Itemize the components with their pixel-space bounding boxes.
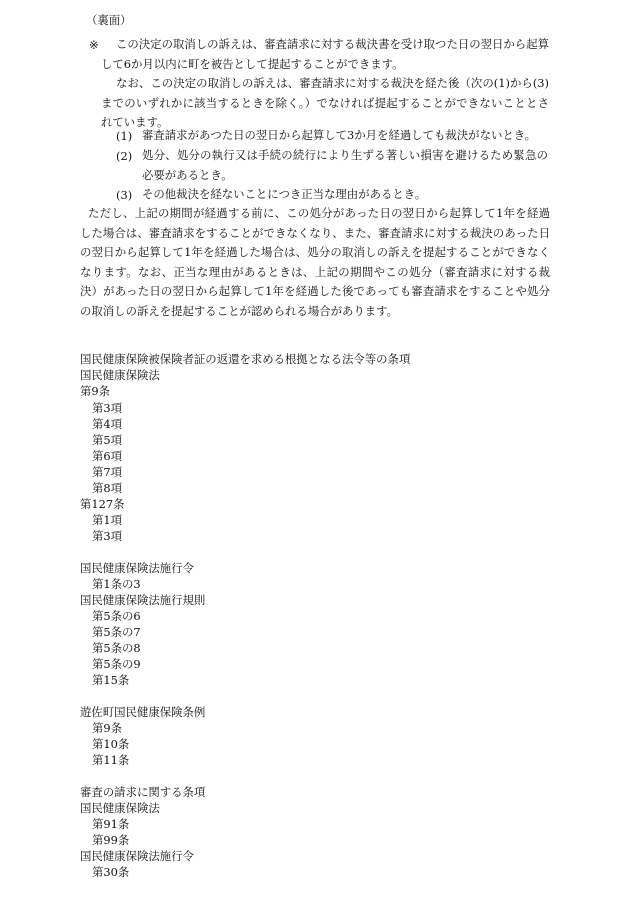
note-paragraph-2: なお、この決定の取消しの訴えは、審査請求に対する裁決を経た後（次の(1)から(3)までのいずれかに該当するときを除く。）でなければ提起することができないこととされています。 bbox=[101, 76, 549, 130]
clause-item: 第3項 bbox=[92, 401, 123, 415]
clause-item: 第7項 bbox=[92, 465, 123, 479]
note-mark: ※ bbox=[89, 38, 99, 52]
clause-item: 第3項 bbox=[92, 529, 123, 543]
article-number: 第9条 bbox=[80, 384, 111, 398]
law-name: 国民健康保険法施行規則 bbox=[80, 593, 206, 607]
clause-item: 第91条 bbox=[92, 817, 130, 831]
clause-item: 第5項 bbox=[92, 433, 123, 447]
section-title: 審査の請求に関する条項 bbox=[80, 785, 206, 799]
list-item-number: (2) bbox=[116, 149, 133, 163]
law-name: 国民健康保険法施行令 bbox=[80, 561, 194, 575]
clause-item: 第4項 bbox=[92, 417, 123, 431]
section-title: 国民健康保険被保険者証の返還を求める根拠となる法令等の条項 bbox=[80, 352, 411, 366]
clause-item: 第8項 bbox=[92, 481, 123, 495]
clause-item: 第9条 bbox=[92, 721, 123, 735]
clause-item: 第11条 bbox=[92, 753, 130, 767]
law-name: 国民健康保険法 bbox=[80, 368, 160, 382]
clause-item: 第15条 bbox=[92, 673, 130, 687]
clause-item: 第10条 bbox=[92, 737, 130, 751]
list-item-text: 審査請求があつた日の翌日から起算して3か月を経過しても裁決がないとき。 bbox=[142, 128, 537, 142]
clause-item: 第99条 bbox=[92, 833, 130, 847]
clause-item: 第1項 bbox=[92, 513, 123, 527]
law-name: 国民健康保険法施行令 bbox=[80, 849, 194, 863]
note-paragraph-1: この決定の取消しの訴えは、審査請求に対する裁決書を受け取つた日の翌日から起算して6か月以内に町を被告として提起することができます。 bbox=[101, 37, 549, 71]
article-number: 第127条 bbox=[80, 497, 125, 511]
clause-item: 第30条 bbox=[92, 865, 130, 879]
clause-item: 第5条の8 bbox=[92, 641, 141, 655]
list-item-number: (3) bbox=[116, 188, 133, 202]
list-item-text: その他裁決を経ないことにつき正当な理由があるとき。 bbox=[142, 187, 427, 201]
clause-item: 第5条の9 bbox=[92, 657, 141, 671]
list-item-text: 処分、処分の執行又は手続の続行により生ずる著しい損害を避けるため緊急の必要があるとき。 bbox=[142, 148, 548, 182]
law-name: 遊佐町国民健康保険条例 bbox=[80, 705, 206, 719]
page-heading: （裏面） bbox=[86, 13, 132, 27]
law-name: 国民健康保険法 bbox=[80, 801, 160, 815]
clause-item: 第5条の7 bbox=[92, 625, 141, 639]
proviso-paragraph: ただし、上記の期間が経過する前に、この処分があった日の翌日から起算して1年を経過した場合は、審査請求をすることができなくなり、また、審査請求に対する裁決のあった日の翌日から起算して1年を経過した場合は、処分の取消しの訴えを提起することができなくなります。なお、正当な理由があるときは、上記の期間やこの処分（審査請求に対する裁決）があった日の翌日から起算して1年を経過した後であっても審査請求をすることや処分の取消しの訴えを提起することが認められる場合があります。 bbox=[80, 206, 550, 318]
clause-item: 第6項 bbox=[92, 449, 123, 463]
list-item-number: (1) bbox=[116, 129, 133, 143]
clause-item: 第5条の6 bbox=[92, 609, 141, 623]
clause-item: 第1条の3 bbox=[92, 577, 141, 591]
